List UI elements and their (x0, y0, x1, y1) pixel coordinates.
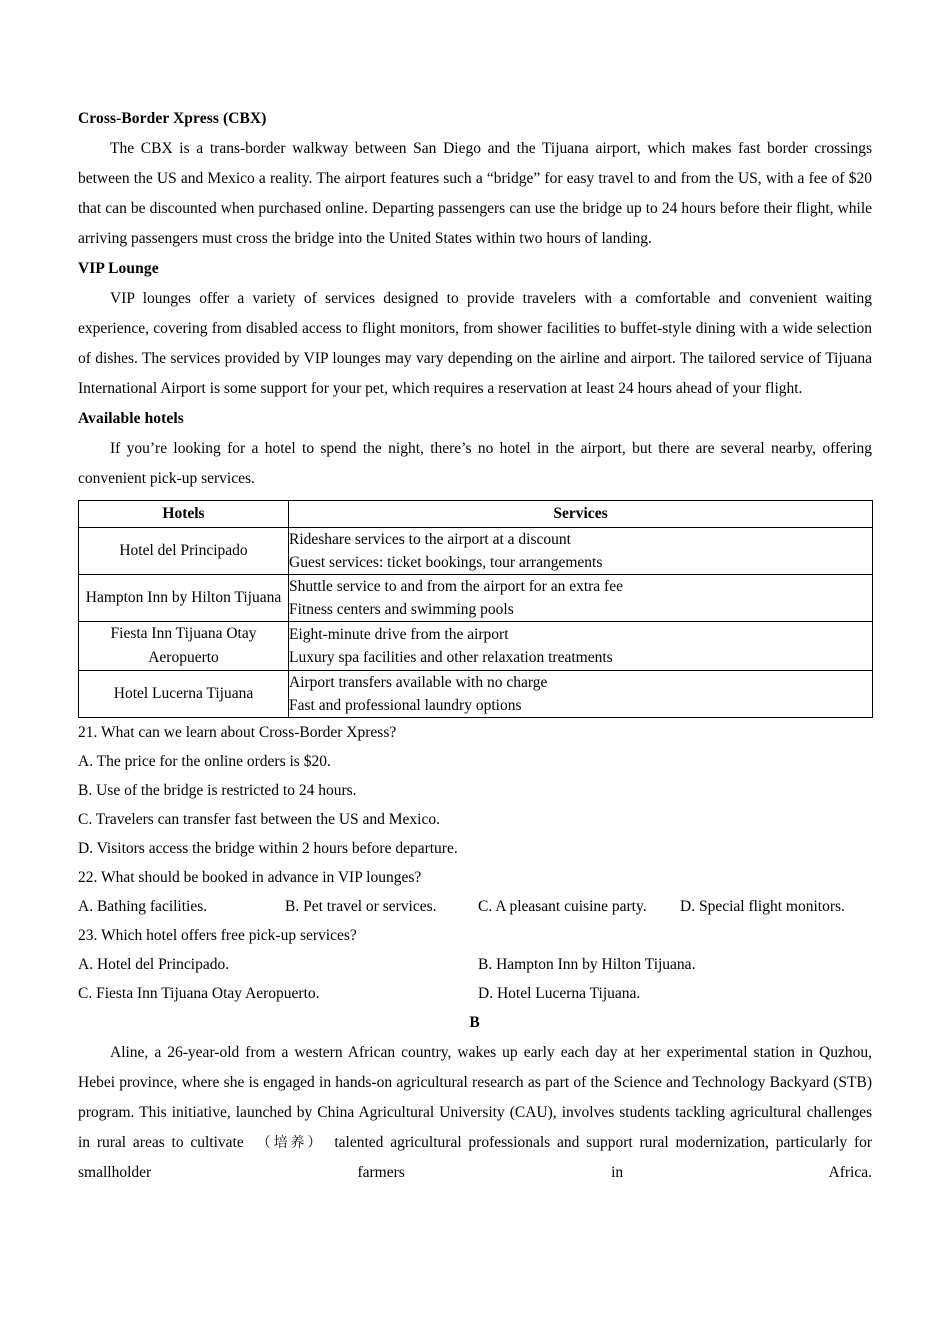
option-b[interactable]: B. Use of the bridge is restricted to 24 hours. (78, 782, 357, 799)
hotels-services-table (78, 500, 873, 718)
option-a[interactable]: A. Bathing facilities. (78, 898, 208, 915)
option-c[interactable]: C. Fiesta Inn Tijuana Otay Aeropuerto. (78, 985, 320, 1002)
table-row (79, 671, 873, 718)
hotel-name: Hampton Inn by Hilton Tijuana (79, 575, 289, 622)
section-paragraph-cbx: The CBX is a trans-border walkway between San Diego and the Tijuana airport, which makes fast border crossings between the US and Mexico a reality. The airport features such a “bridge” for easy travel to and from the US, with a fee of $20 that can be discounted when purchased online. Departing passengers can use the bridge up to 24 hours before their flight, while arriving passengers must cross the bridge into the United States within two hours of landing. (78, 140, 872, 247)
hotel-services (289, 528, 873, 575)
page-content (78, 104, 872, 1218)
column-header-hotels: Hotels (79, 501, 289, 528)
table-row (79, 575, 873, 622)
passage-b-text-before-gloss: Aline, a 26-year-old from a western African country, wakes up early each day at her experimental station in Quzhou, Hebei province, where she is engaged in hands-on agricultural research as part of the Science and Technology Backyard (STB) program. This initiative, launched by China Agricultural University (CAU), involves students tackling agricultural challenges in rural areas to cultivate (78, 1044, 872, 1151)
section-paragraph-available-hotels: If you’re looking for a hotel to spend the night, there’s no hotel in the airport, but there are several nearby, offering convenient pick-up services. (78, 440, 872, 487)
table-header-row (79, 501, 873, 528)
hotel-services (289, 671, 873, 718)
table-row (79, 622, 873, 671)
service-line: Shuttle service to and from the airport for an extra fee (289, 578, 623, 595)
question-21-options (78, 776, 872, 805)
question-21-options (78, 834, 872, 863)
passage-b-text-after-gloss: talented agricultural professionals and support rural modernization, particularly for smallholder farmers in Africa. (78, 1134, 873, 1181)
option-b[interactable]: B. Pet travel or services. (285, 898, 437, 915)
service-line: Airport transfers available with no charge (289, 674, 548, 691)
option-d[interactable]: D. Special flight monitors. (680, 898, 845, 915)
hotel-services (289, 622, 873, 671)
service-line: Luxury spa facilities and other relaxation treatments (289, 649, 613, 666)
option-c[interactable]: C. Travelers can transfer fast between the US and Mexico. (78, 811, 440, 828)
question-22-options (78, 892, 872, 921)
section-heading-vip-lounge: VIP Lounge (78, 260, 159, 277)
option-a[interactable]: A. Hotel del Principado. (78, 956, 230, 973)
option-a[interactable]: A. The price for the online orders is $20. (78, 753, 331, 770)
section-heading-available-hotels: Available hotels (78, 410, 184, 427)
hotel-name: Fiesta Inn Tijuana Otay Aeropuerto (79, 622, 289, 671)
hotel-name: Hotel Lucerna Tijuana (79, 671, 289, 718)
question-22-stem: 22. What should be booked in advance in VIP lounges? (78, 869, 422, 886)
service-line: Eight-minute drive from the airport (289, 626, 509, 643)
option-b[interactable]: B. Hampton Inn by Hilton Tijuana. (478, 956, 696, 973)
passage-b-paragraph (78, 1038, 872, 1218)
question-23-stem: 23. Which hotel offers free pick-up services? (78, 927, 357, 944)
section-heading-cbx: Cross-Border Xpress (CBX) (78, 110, 267, 127)
service-line: Guest services: ticket bookings, tour arrangements (289, 554, 603, 571)
service-line: Fast and professional laundry options (289, 697, 522, 714)
section-paragraph-vip-lounge: VIP lounges offer a variety of services designed to provide travelers with a comfortable and convenient waiting experience, covering from disabled access to flight monitors, from shower facilities to buffet-style dining with a wide selection of dishes. The services provided by VIP lounges may vary depending on the airline and airport. The tailored service of Tijuana International Airport is some support for your pet, which requires a reservation at least 24 hours ahead of your flight. (78, 290, 872, 397)
hotel-services (289, 575, 873, 622)
question-21-options (78, 805, 872, 834)
passage-b-gloss: （培养） (253, 1135, 325, 1151)
column-header-services: Services (289, 501, 873, 528)
table-row (79, 528, 873, 575)
service-line: Rideshare services to the airport at a discount (289, 531, 571, 548)
question-21-options (78, 747, 872, 776)
hotel-name: Hotel del Principado (79, 528, 289, 575)
option-c[interactable]: C. A pleasant cuisine party. (478, 898, 647, 915)
question-23-options (78, 950, 872, 979)
option-d[interactable]: D. Hotel Lucerna Tijuana. (478, 985, 641, 1002)
question-21-stem: 21. What can we learn about Cross-Border Xpress? (78, 724, 397, 741)
passage-b-letter: B (469, 1014, 480, 1031)
question-23-options (78, 979, 872, 1008)
service-line: Fitness centers and swimming pools (289, 601, 514, 618)
option-d[interactable]: D. Visitors access the bridge within 2 hours before departure. (78, 840, 458, 857)
